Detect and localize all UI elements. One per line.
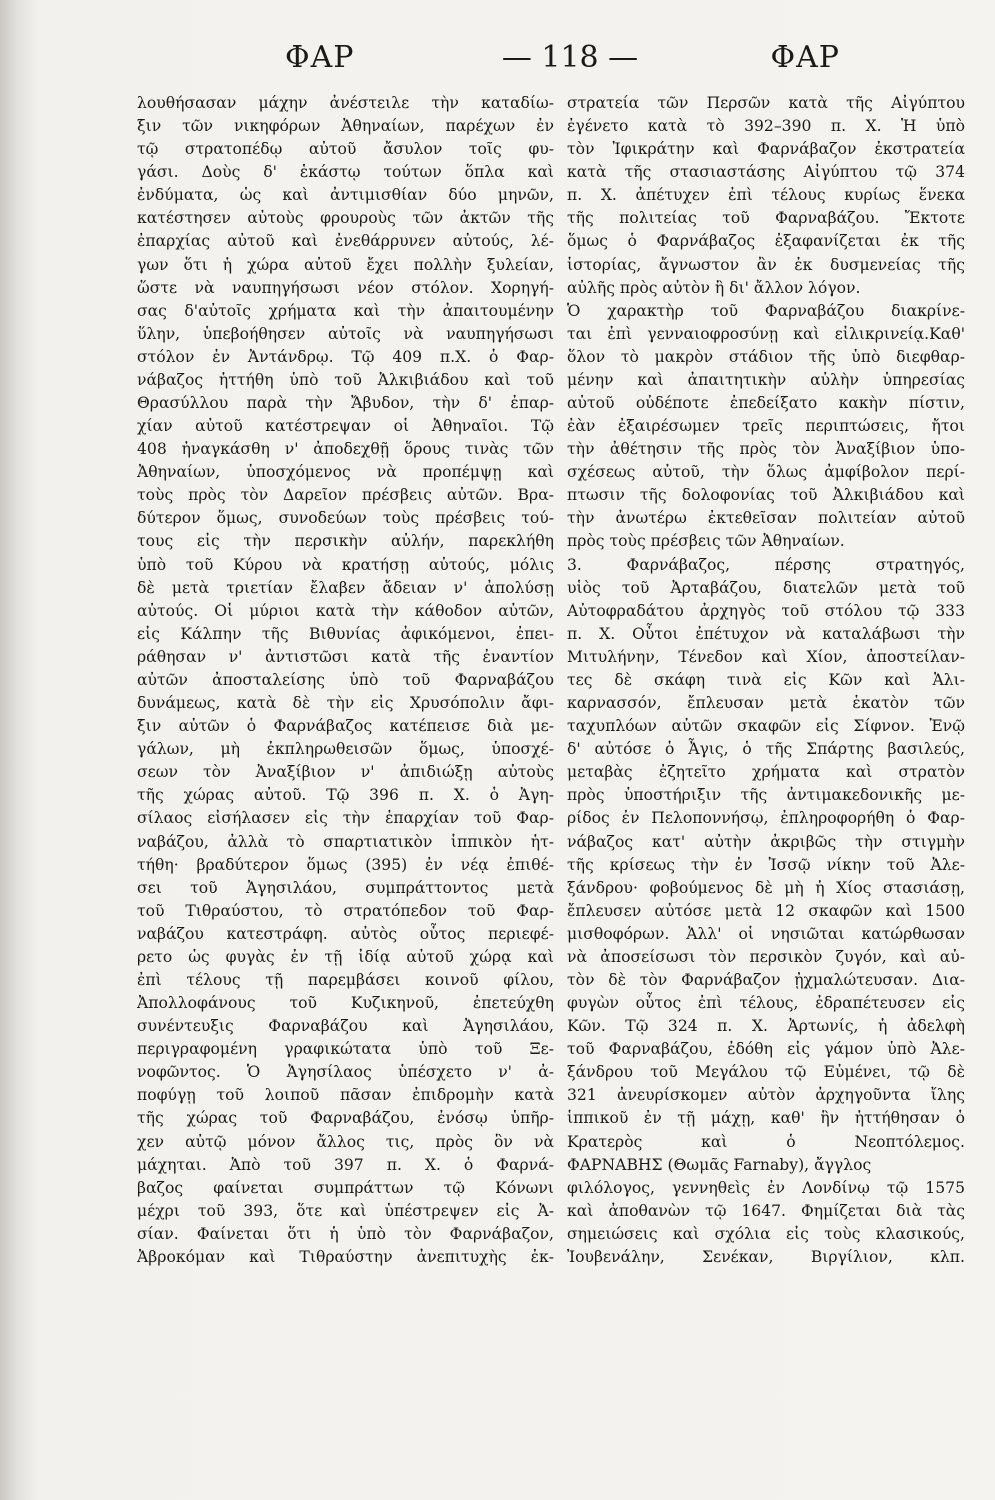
page-number: — 118 — — [501, 40, 639, 75]
text-line: εἰς Κάλπην τῆς Βιθυνίας ἀφικόμενοι, ἐπει- — [137, 624, 554, 643]
text-line: νάβαζος ἡττήθη ὑπὸ τοῦ Ἀλκιβιάδου καὶ τοῦ — [137, 370, 554, 389]
text-line: δ' αὐτόσε ὁ Ἆγις, ὁ τῆς Σπάρτης βασιλεύς, — [567, 740, 965, 759]
text-line: δύτερον ὅμως, συνοδεύων τοὺς πρέσβεις τού- — [137, 509, 554, 528]
text-line: ΦΑΡΝΑΒΗΣ (Θωμᾶς Farnaby), ἄγγλος — [567, 1155, 872, 1174]
text-line: 3. Φαρνάβαζος, πέρσης στρατηγός, — [567, 555, 965, 574]
text-line: μισθοφόρων. Ἀλλ' οἱ νησιῶται κατώρθωσαν — [567, 924, 965, 943]
text-line: τους εἰς τὴν περσικὴν αὐλήν, παρεκλήθη — [137, 532, 554, 551]
text-line: τοὺς πρὸς τὸν Δαρεῖον πρέσβεις αὐτῶν. Βρα- — [137, 486, 554, 505]
text-line: τὸν δὲ τὸν Φαρνάβαζον ᾐχμαλώτευσαν. Δια- — [567, 970, 965, 989]
text-line: π. Χ. Οὗτοι ἐπέτυχον νὰ καταλάβωσι τὴν — [567, 624, 965, 643]
text-line: φυγὼν οὗτος ἐπὶ τέλους, ἐδραπέτευσεν εἰς — [567, 994, 965, 1013]
text-line: μένην καὶ ἀπαιτητικὴν αὐλὴν ὑπηρεσίας — [567, 370, 965, 389]
text-line: ξιν τῶν νικηφόρων Ἀθηναίων, παρέχων ἐν — [137, 117, 554, 136]
text-line: λουθήσασαν μάχην ἀνέστειλε τὴν καταδίω- — [137, 94, 554, 112]
header-left-keyword: ΦΑΡ — [285, 40, 355, 75]
text-line: τὴν ἀνωτέρω ἐκτεθεῖσαν πολιτείαν αὐτοῦ — [567, 509, 965, 528]
text-line: τῆς χώρας τοῦ Φαρναβάζου, ἐνόσῳ ὑπῆρ- — [137, 1109, 554, 1128]
text-line: ὑπὸ τοῦ Κύρου νὰ κρατήσῃ αὐτούς, μόλις — [137, 555, 554, 574]
text-line: πρὸς ὑποστήριξιν τῆς ἀντιμακεδονικῆς με- — [567, 786, 965, 805]
text-line: Ἀπολλοφάνους τοῦ Κυζικηνοῦ, ἐπετεύχθη — [137, 994, 554, 1013]
text-line: ὅλον τὸ μακρὸν στάδιον τῆς ὑπὸ διεφθαρ- — [567, 347, 965, 366]
text-line: υἱὸς τοῦ Ἀρταβάζου, διατελῶν μετὰ τοῦ — [567, 578, 965, 597]
text-line: στρατεία τῶν Περσῶν κατὰ τῆς Αἰγύπτου — [567, 94, 965, 112]
text-line: ἱστορίας, ἄγνωστον ἂν ἐκ δυσμενείας τῆς — [567, 255, 965, 274]
text-line: δὲ μετὰ τριετίαν ἔλαβεν ἄδειαν ν' ἀπολύσῃ — [137, 578, 554, 597]
text-line: χεν αὐτῷ μόνον ἄλλος τις, πρὸς ὃν νὰ — [137, 1132, 554, 1151]
text-line: τήθη· βραδύτερον ὅμως (395) ἐν νέᾳ ἐπιθέ- — [137, 855, 554, 874]
text-line: σίλαος εἰσήλασεν εἰς τὴν ἐπαρχίαν τοῦ Φαρ- — [137, 809, 554, 828]
text-line: αὐτῶν ἀποσταλείσης ὑπὸ τοῦ Φαρναβάζου — [137, 670, 554, 689]
text-line: π. Χ. ἀπέτυχεν ἐπὶ τέλους κυρίως ἕνεκα — [567, 186, 965, 205]
text-line: ἐπαρχίας αὐτοῦ καὶ ἐνεθάρρυνεν αὐτούς, λέ- — [137, 232, 554, 251]
text-line: ταχυπλόων αὐτῶν σκαφῶν εἰς Σίφνον. Ἐνῷ — [567, 717, 965, 736]
text-line: 408 ἠναγκάσθη ν' ἀποδεχθῇ ὅρους τινὰς τῶν — [137, 440, 554, 459]
text-line: σας δ'αὐτοῖς χρήματα καὶ τὴν ἀπαιτουμένην — [137, 301, 554, 320]
text-line: καρνασσόν, ἔπλευσαν μετὰ ἑκατὸν τῶν — [567, 694, 965, 713]
text-line: σει τοῦ Ἀγησιλάου, συμπράττοντος μετὰ — [137, 878, 554, 897]
text-line: χίαν αὐτοῦ κατέστρεψαν οἱ Ἀθηναῖοι. Τῷ — [137, 417, 554, 436]
text-line: καὶ ἀποθανὼν τῷ 1647. Φημίζεται διὰ τὰς — [567, 1201, 965, 1220]
text-line: μέχρι τοῦ 393, ὅτε καὶ ὑπέστρεψεν εἰς Ἀ- — [137, 1201, 554, 1220]
text-line: τοῦ Τιθραύστου, τὸ στρατόπεδον τοῦ Φαρ- — [137, 901, 554, 920]
text-line: τῆς πολιτείας τοῦ Φαρναβάζου. Ἔκτοτε — [567, 209, 965, 228]
text-line: τῆς χώρας αὐτοῦ. Τῷ 396 π. Χ. ὁ Ἀγη- — [137, 786, 554, 805]
text-line: τες δὲ σκάφη τινὰ εἰς Κῶν καὶ Ἁλι- — [567, 670, 965, 689]
text-line: γάσι. Δοὺς δ' ἑκάστῳ τούτων ὅπλα καὶ — [137, 163, 554, 182]
text-line: τῷ στρατοπέδῳ αὐτοῦ ἄσυλον τοῖς φυ- — [137, 140, 554, 159]
text-line: αὐλῆς πρὸς αὐτὸν ἢ δι' ἄλλον λόγον. — [567, 278, 861, 297]
text-line: ναβάζου, ἀλλὰ τὸ σπαρτιατικὸν ἱππικὸν ἡτ- — [137, 832, 554, 851]
text-line: ρίδος ἐν Πελοποννήσῳ, ἐπληροφορήθη ὁ Φαρ- — [567, 809, 965, 828]
text-line: φιλόλογος, γεννηθεὶς ἐν Λονδίνῳ τῷ 1575 — [567, 1178, 965, 1197]
text-line: ὕλην, ὑπεβοήθησεν αὐτοῖς νὰ ναυπηγήσωσι — [137, 324, 554, 343]
text-line: Ἀβροκόμαν καὶ Τιθραύστην ἀνεπιτυχὴς ἐκ- — [137, 1247, 554, 1266]
text-line: Αὐτοφραδάτου ἀρχηγὸς τοῦ στόλου τῷ 333 — [567, 601, 965, 620]
text-line: ξιν αὐτῶν ὁ Φαρνάβαζος κατέπεισε διὰ με- — [137, 717, 554, 736]
text-line: ξάνδρου τοῦ Μεγάλου τῷ Εὐμένει, τῷ δὲ — [567, 1063, 965, 1082]
text-line: ναβάζου κατεστράφη. αὐτὸς οὗτος περιεφέ- — [137, 924, 554, 943]
text-line: νοφῶντος. Ὁ Ἀγησίλαος ὑπέσχετο ν' ἀ- — [137, 1063, 554, 1082]
left-text-column — [137, 92, 554, 1269]
text-line: περιγραφομένη γραφικώτατα ὑπὸ τοῦ Ξε- — [137, 1040, 554, 1059]
text-line: ἐὰν ἐξαιρέσωμεν τρεῖς περιπτώσεις, ἤτοι — [567, 417, 965, 436]
text-line: νάβαζος κατ' αὐτὴν ἀκριβῶς τὴν στιγμὴν — [567, 832, 965, 851]
text-line: ἐνδύματα, ὡς καὶ ἀντιμισθίαν δύο μηνῶν, — [137, 186, 554, 205]
text-line: Κρατερὸς καὶ ὁ Νεοπτόλεμος. — [567, 1132, 965, 1151]
text-line: αὐτοῦ οὐδέποτε ἐπεδείξατο κακὴν πίστιν, — [567, 394, 965, 413]
text-line: μεταβὰς ἐζητεῖτο χρήματα καὶ στρατὸν — [567, 763, 965, 782]
text-line: τῆς κρίσεως τὴν ἐν Ἰσσῷ νίκην τοῦ Ἀλε- — [567, 855, 965, 874]
text-line: ἐπὶ τέλους τῇ παρεμβάσει κοινοῦ φίλου, — [137, 970, 554, 989]
text-line: ράθησαν ν' ἀντιστῶσι κατὰ τῆς ἐναντίον — [137, 647, 554, 666]
text-line: πτωσιν τῆς δολοφονίας τοῦ Ἀλκιβιάδου καὶ — [567, 486, 965, 505]
text-line: Ὁ χαρακτὴρ τοῦ Φαρναβάζου διακρίνε- — [567, 301, 965, 320]
text-line: σεων τὸν Ἀναξίβιον ν' ἀπιδιώξῃ αὐτοὺς — [137, 763, 554, 782]
text-line: ποφύγῃ τοῦ λοιποῦ πᾶσαν ἐπιδρομὴν κατὰ — [137, 1086, 554, 1105]
text-line: κατέστησεν αὐτοὺς φρουροὺς τῶν ἀκτῶν τῆς — [137, 209, 554, 228]
text-line: νὰ ἀποσείσωσι τὸν περσικὸν ζυγόν, καὶ αὐ- — [567, 947, 965, 966]
text-line: δυνάμεως, κατὰ δὲ τὴν εἰς Χρυσόπολιν ἄφι- — [137, 694, 554, 713]
text-line: κατὰ τῆς στασιαστάσης Αἰγύπτου τῷ 374 — [567, 163, 965, 182]
text-line: ξάνδρου· φοβούμενος δὲ μὴ ἡ Χίος στασιάσῃ, — [567, 878, 965, 897]
text-line: τὴν ἀθέτησιν τῆς πρὸς τὸν Ἀναξίβιον ὑπο- — [567, 440, 965, 459]
right-text-column — [567, 92, 965, 1269]
running-header — [130, 40, 960, 90]
text-line: Μιτυλήνην, Τένεδον καὶ Χίον, ἀποστείλαν- — [567, 647, 965, 666]
text-line: στόλον ἐν Ἀντάνδρῳ. Τῷ 409 π.Χ. ὁ Φαρ- — [137, 347, 554, 366]
text-line: Ἰουβενάλην, Σενέκαν, Βιργίλιον, κλπ. — [567, 1247, 965, 1266]
text-line: συνέντευξις Φαρναβάζου καὶ Ἀγησιλάου, — [137, 1017, 554, 1036]
text-line: αὐτούς. Οἱ μύριοι κατὰ τὴν κάθοδον αὐτῶν, — [137, 601, 554, 620]
text-line: τοῦ Φαρναβάζου, ἐδόθη εἰς γάμον ὑπὸ Ἀλε- — [567, 1040, 965, 1059]
text-line: σημειώσεις καὶ σχόλια εἰς τοὺς κλασικούς, — [567, 1224, 965, 1243]
text-line: μάχηται. Ἀπὸ τοῦ 397 π. Χ. ὁ Φαρνά- — [137, 1155, 554, 1174]
text-line: πρὸς τοὺς πρέσβεις τῶν Ἀθηναίων. — [567, 532, 845, 551]
text-line: τὸν Ἰφικράτην καὶ Φαρνάβαζον ἐκστρατεία — [567, 140, 965, 159]
text-line: ρετο ὡς φυγὰς ἐν τῇ ἰδίᾳ αὐτοῦ χώρᾳ καὶ — [137, 947, 554, 966]
text-line: ἐγένετο κατὰ τὸ 392–390 π. Χ. Ἡ ὑπὸ — [567, 117, 965, 136]
text-line: γάλων, μὴ ἐκπληρωθεισῶν ὅμως, ὑποσχέ- — [137, 740, 554, 759]
text-line: Κῶν. Τῷ 324 π. Χ. Ἀρτωνίς, ἡ ἀδελφὴ — [567, 1017, 965, 1036]
text-line: ὅμως ὁ Φαρνάβαζος ἐξαφανίζεται ἐκ τῆς — [567, 232, 965, 251]
text-line: Θρασύλλου παρὰ τὴν Ἄβυδον, τὴν δ' ἐπαρ- — [137, 394, 554, 413]
text-line: Ἀθηναίων, ὑποσχόμενος νὰ προπέμψῃ καὶ — [137, 463, 554, 482]
header-right-keyword: ΦΑΡ — [770, 40, 840, 75]
text-line: γων ὅτι ἡ χώρα αὐτοῦ ἔχει πολλὴν ξυλείαν, — [137, 255, 554, 274]
text-line: σίαν. Φαίνεται ὅτι ἡ ὑπὸ τὸν Φαρνάβαζον, — [137, 1224, 554, 1243]
text-line: ἱππικοῦ ἐν τῇ μάχῃ, καθ' ἣν ἡττήθησαν ὁ — [567, 1109, 965, 1128]
text-line: ἔπλευσεν αὐτόσε μετὰ 12 σκαφῶν καὶ 1500 — [567, 901, 965, 920]
text-line: βαζος φαίνεται συμπράττων τῷ Κόνωνι — [137, 1178, 554, 1197]
text-line: ται ἐπὶ γενναιοφροσύνῃ καὶ εἰλικρινείᾳ.Καθ' — [567, 324, 965, 343]
text-line: σχέσεως αὐτοῦ, τὴν ὅλως ἀμφίβολον περί- — [567, 463, 965, 482]
text-line: 321 ἀνευρίσκομεν αὐτὸν ἀρχηγοῦντα ἴλης — [567, 1086, 965, 1105]
text-line: ὥστε νὰ ναυπηγήσωσι νέον στόλον. Χορηγή- — [137, 278, 554, 297]
